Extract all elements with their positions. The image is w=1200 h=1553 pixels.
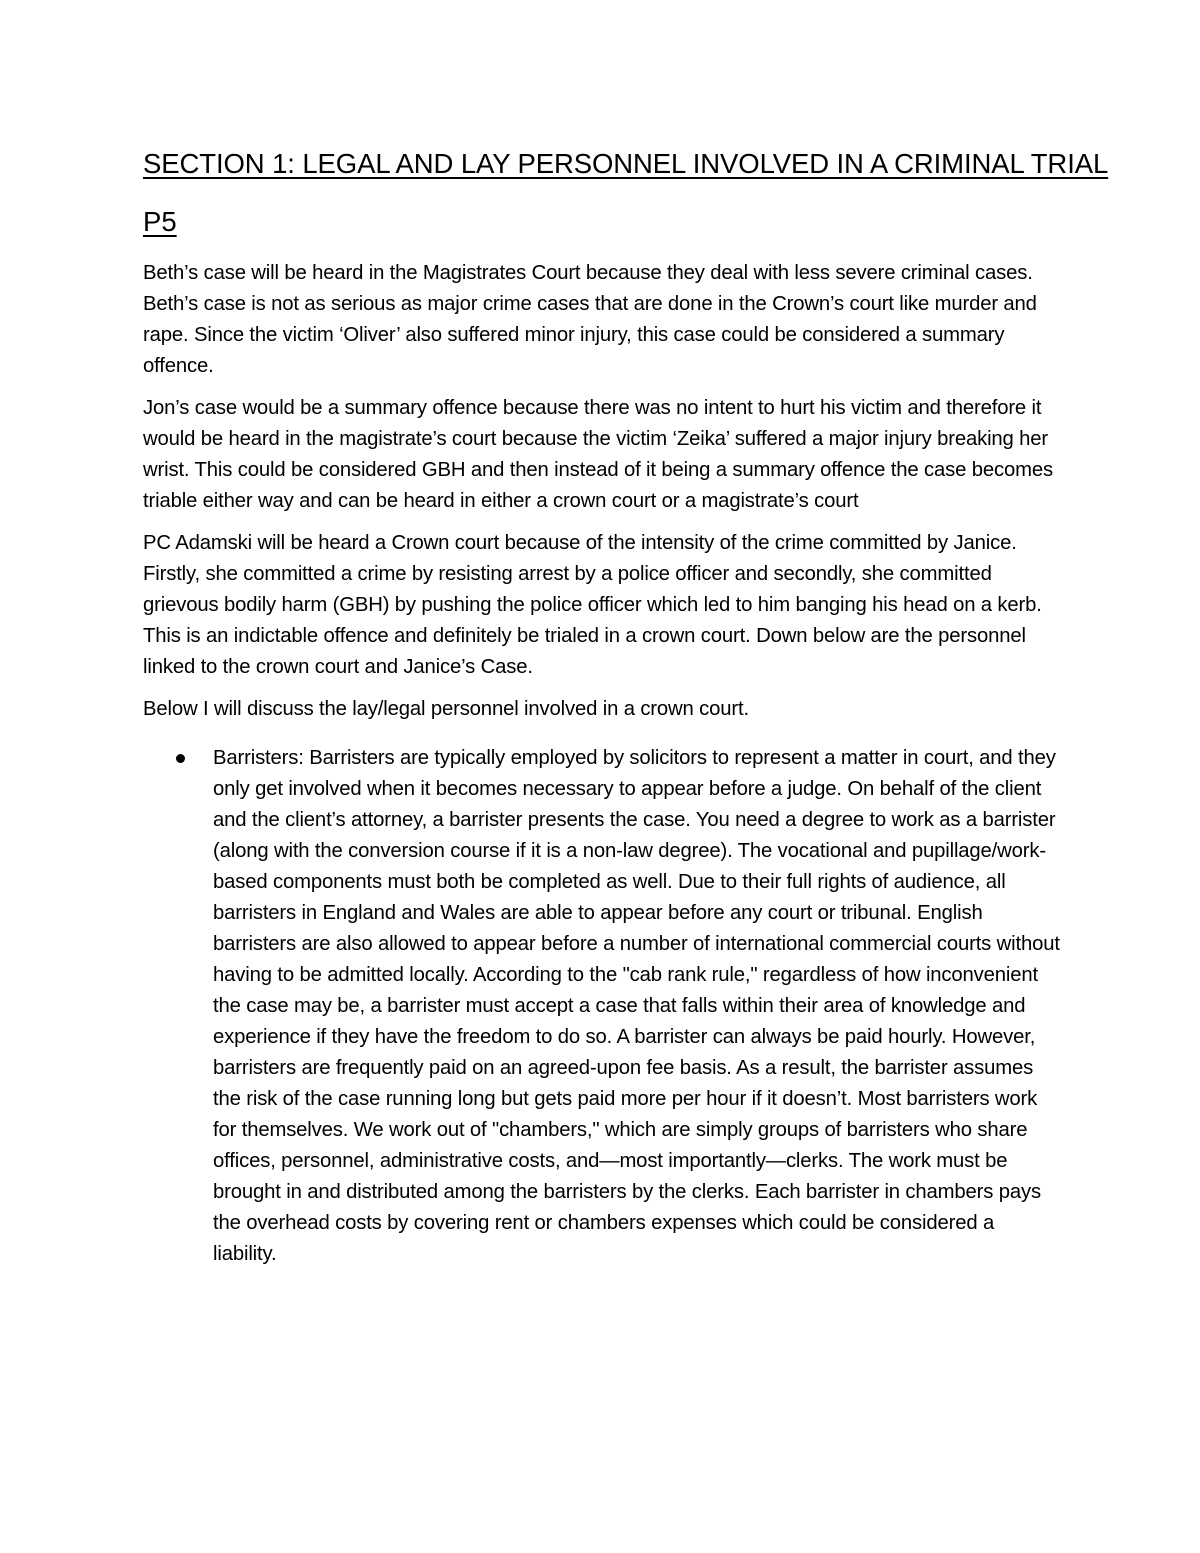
personnel-list [143,743,1063,1270]
document-body [143,146,1109,1270]
paragraph-pc-adamski-case: PC Adamski will be heard a Crown court because of the intensity of the crime committed by Janice. Firstly, she committed a crime by resisting arrest by a police officer and secondly, she committed grievous bodily harm (GBH) by pushing the police officer which led to him banging his head on a kerb. This is an indictable offence and definitely be trialed in a crown court. Down below are the personnel linked to the crown court and Janice’s Case. [143,532,1042,678]
paragraph-beth-case: Beth’s case will be heard in the Magistrates Court because they deal with less severe criminal cases. Beth’s case is not as serious as major crime cases that are done in the Crown’s court like murder and rape. Since the victim ‘Oliver’ also suffered minor injury, this case could be considered a summary offence. [143,262,1037,377]
list-item-barristers [143,743,1063,1270]
sub-title: P5 [143,206,177,237]
section-title: SECTION 1: LEGAL AND LAY PERSONNEL INVOLVED IN A CRIMINAL TRIAL [143,148,1109,179]
list-item-text: Barristers: Barristers are typically employed by solicitors to represent a matter in court, and they only get involved when it becomes necessary to appear before a judge. On behalf of the client and the client’s attorney, a barrister presents the case. You need a degree to work as a barrister (along with the conversion course if it is a non-law degree). The vocational and pupillage/work-based components must both be completed as well. Due to their full rights of audience, all barristers in England and Wales are able to appear before any court or tribunal. English barristers are also allowed to appear before a number of international commercial courts without having to be admitted locally. According to the "cab rank rule," regardless of how inconvenient the case may be, a barrister must accept a case that falls within their area of knowledge and experience if they have the freedom to do so. A barrister can always be paid hourly. However, barristers are frequently paid on an agreed-upon fee basis. As a result, the barrister assumes the risk of the case running long but gets paid more per hour if it doesn’t. Most barristers work for themselves. We work out of "chambers," which are simply groups of barristers who share offices, personnel, administrative costs, and—most importantly—clerks. The work must be brought in and distributed among the barristers by the clerks. Each barrister in chambers pays the overhead costs by covering rent or chambers expenses which could be considered a liability. [213,747,1060,1265]
paragraph-jon-case: Jon’s case would be a summary offence because there was no intent to hurt his victim and therefore it would be heard in the magistrate’s court because the victim ‘Zeika’ suffered a major injury breaking her wrist. This could be considered GBH and then instead of it being a summary offence the case becomes triable either way and can be heard in either a crown court or a magistrate’s court [143,397,1053,512]
bullet-icon [176,754,185,763]
paragraph-intro-personnel: Below I will discuss the lay/legal personnel involved in a crown court. [143,698,749,720]
